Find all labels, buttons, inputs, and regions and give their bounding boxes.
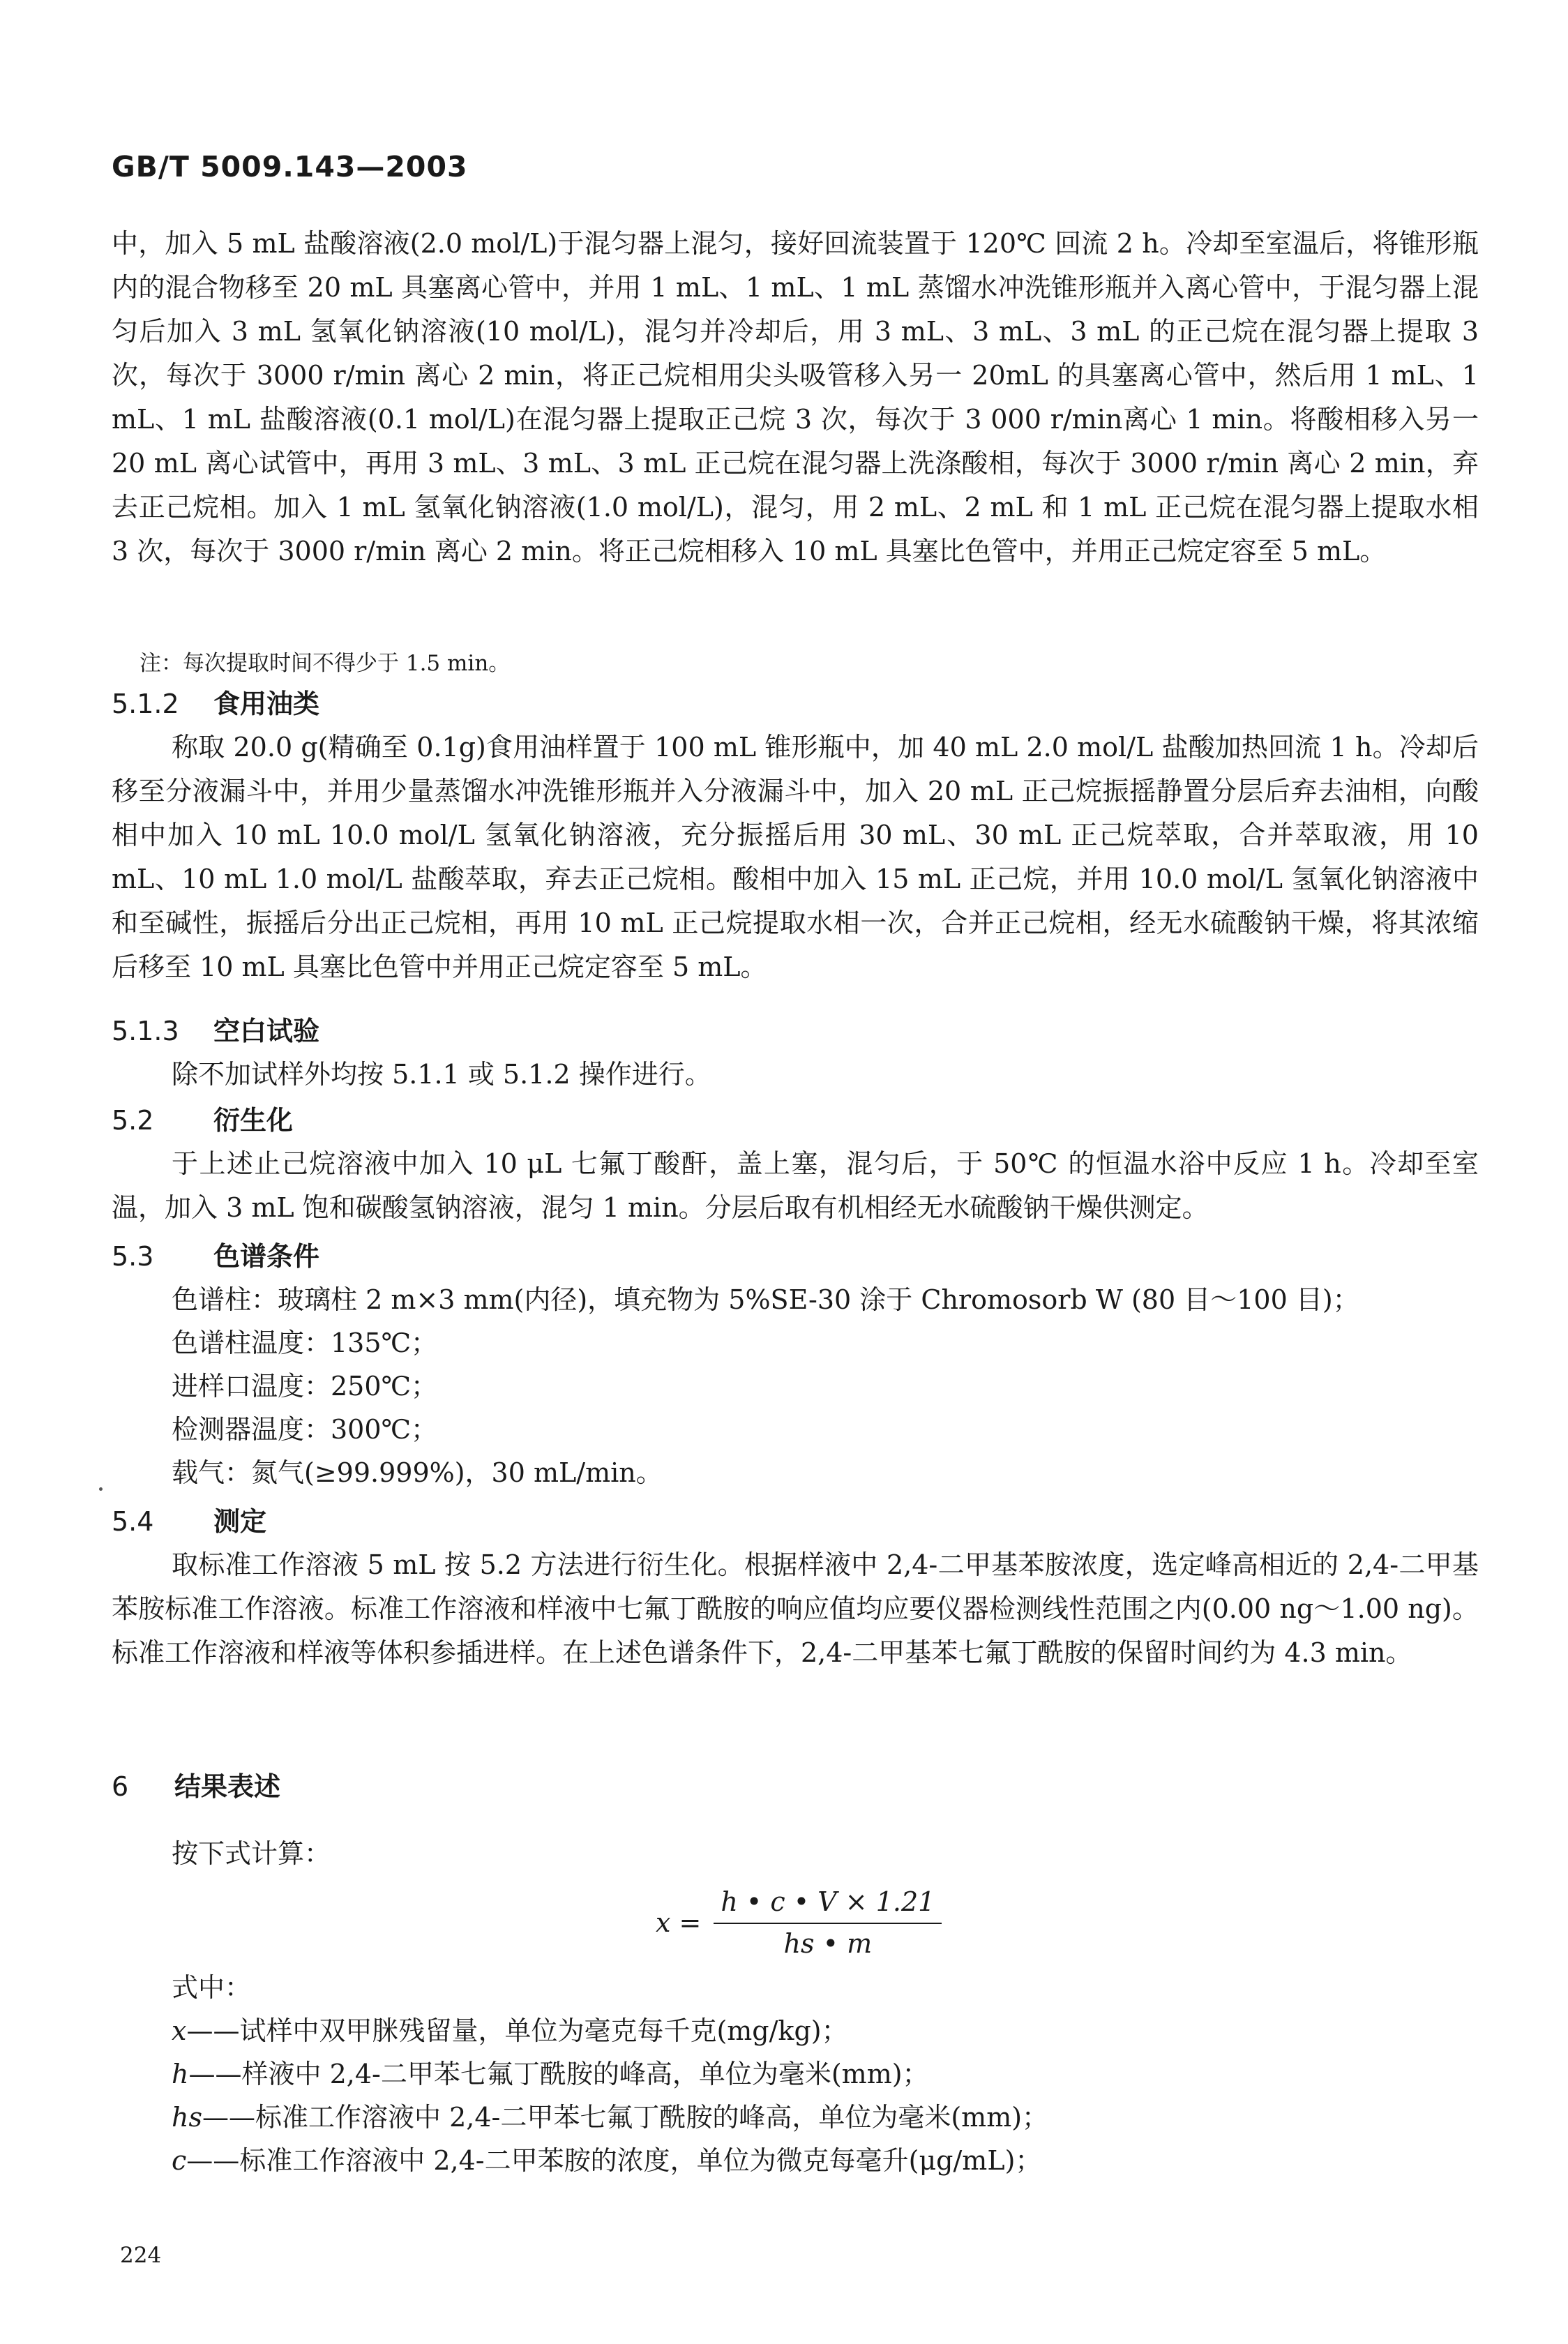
definition-line: [172, 2139, 1479, 2183]
section-title: 色谱条件: [213, 1241, 320, 1272]
note-text: 注：每次提取时间不得少于 1.5 min。: [140, 651, 511, 676]
formula-lhs: x =: [656, 1907, 702, 1938]
chromatography-condition-line: 载气：氮气(≥99.999%)，30 mL/min。: [172, 1457, 663, 1488]
formula-fraction: [714, 1884, 942, 1962]
calc-intro: 按下式计算：: [172, 1838, 331, 1869]
section-number: 5.2: [112, 1105, 154, 1136]
section-title: 测定: [213, 1506, 267, 1537]
section-body-5-4: 取标准工作溶液 5 mL 按 5.2 方法进行衍生化。根据样液中 2,4-二甲基苯胺浓度，选定峰高相近的 2,4-二甲基苯胺标准工作溶液。标准工作溶液和样液中七氟丁酰胺的响应值均应要仪器检测线性范围之内(0.00 ng～1.00 ng)。标准工作溶液和样液等体积参插进样。在上述色谱条件下，2,4-二甲基苯七氟丁酰胺的保留时间约为 4.3 min。: [112, 1549, 1479, 1668]
section-heading-5-1-3: [112, 1009, 1479, 1053]
intro-paragraph: 中，加入 5 mL 盐酸溶液(2.0 mol/L)于混匀器上混匀，接好回流装置于 120℃ 回流 2 h。冷却至室温后，将锥形瓶内的混合物移至 20 mL 具塞离心管中，并用 1 mL、1 mL、1 mL 蒸馏水冲洗锥形瓶并入离心管中，于混匀器上混匀后加入 3 mL 氢氧化钠溶液(10 mol/L)，混匀并冷却后，用 3 mL、3 mL、3 mL 的正己烷在混匀器上提取 3 次，每次于 3000 r/min 离心 2 min，将正己烷相用尖头吸管移入另一 20mL 的具塞离心管中，然后用 1 mL、1 mL、1 mL 盐酸溶液(0.1 mol/L)在混匀器上提取正己烷 3 次，每次于 3 000 r/min离心 1 min。将酸相移入另一 20 mL 离心试管中，再用 3 mL、3 mL、3 mL 正己烷在混匀器上洗涤酸相，每次于 3000 r/min 离心 2 min，弃去正己烷相。加入 1 mL 氢氧化钠溶液(1.0 mol/L)，混匀，用 2 mL、2 mL 和 1 mL 正己烷在混匀器上提取水相 3 次，每次于 3000 r/min 离心 2 min。将正己烷相移入 10 mL 具塞比色管中，并用正己烷定容至 5 mL。: [112, 228, 1479, 566]
formula-denominator: hs • m: [783, 1928, 873, 1959]
definition-text: ——标准工作溶液中 2,4-二甲苯七氟丁酰胺的峰高，单位为毫米(mm)；: [202, 2102, 1049, 2133]
section-number: 5.4: [112, 1506, 154, 1537]
section-body-5-1-3: 除不加试样外均按 5.1.1 或 5.1.2 操作进行。: [172, 1059, 711, 1090]
definition-symbol: hs: [172, 2102, 202, 2133]
definition-symbol: h: [172, 2059, 189, 2089]
definition-line: [172, 2096, 1479, 2140]
section-number: 5.1.2: [112, 689, 179, 719]
section-heading-5-4: [112, 1500, 1479, 1544]
definition-text: ——样液中 2,4-二甲苯七氟丁酰胺的峰高，单位为毫米(mm)；: [188, 2059, 929, 2089]
section-heading-5-1-2: [112, 682, 1479, 726]
definition-line: [172, 2052, 1479, 2096]
where-label: 式中：: [172, 1972, 252, 2003]
chromatography-condition-line: 进样口温度：250℃；: [172, 1371, 438, 1402]
section-title: 空白试验: [213, 1016, 320, 1046]
section-title: 食用油类: [213, 689, 320, 719]
section-heading-6: [112, 1765, 1479, 1809]
chromatography-condition-line: 色谱柱：玻璃柱 2 m×3 mm(内径)，填充物为 5%SE-30 涂于 Chromosorb W (80 目～100 目)；: [172, 1284, 1359, 1315]
page-number: 224: [120, 2243, 162, 2268]
scan-speck: [99, 1487, 103, 1491]
section-heading-5-3: [112, 1235, 1479, 1279]
chromatography-condition-line: 检测器温度：300℃；: [172, 1414, 438, 1445]
standard-code-header: GB/T 5009.143—2003: [112, 150, 468, 183]
chromatography-condition-line: 色谱柱温度：135℃；: [172, 1328, 438, 1358]
section-number: 6: [112, 1771, 129, 1802]
section-number: 5.1.3: [112, 1016, 179, 1046]
definition-line: [172, 2009, 1479, 2053]
definition-symbol: c: [172, 2145, 187, 2176]
section-title: 衍生化: [213, 1105, 294, 1136]
section-title: 结果表述: [174, 1771, 281, 1802]
definition-text: ——试样中双甲脒残留量，单位为毫克每千克(mg/kg)；: [186, 2015, 848, 2046]
section-body-5-2: 于上述止己烷溶液中加入 10 μL 七氟丁酸酐，盖上塞，混匀后，于 50℃ 的恒温水浴中反应 1 h。冷却至室温，加入 3 mL 饱和碳酸氢钠溶液，混匀 1 min。分层后取有机相经无水硫酸钠干燥供测定。: [112, 1148, 1479, 1223]
definition-symbol: x: [172, 2015, 187, 2046]
formula-numerator: h • c • V × 1.21: [714, 1884, 942, 1924]
section-number: 5.3: [112, 1241, 154, 1272]
definition-text: ——标准工作溶液中 2,4-二甲苯胺的浓度，单位为微克每毫升(μg/mL)；: [186, 2145, 1042, 2176]
result-formula: [656, 1884, 942, 1962]
section-heading-5-2: [112, 1099, 1479, 1143]
section-body-5-1-2: 称取 20.0 g(精确至 0.1g)食用油样置于 100 mL 锥形瓶中，加 40 mL 2.0 mol/L 盐酸加热回流 1 h。冷却后移至分液漏斗中，并用少量蒸馏水冲洗锥形瓶并入分液漏斗中，加入 20 mL 正己烷振摇静置分层后弃去油相，向酸相中加入 10 mL 10.0 mol/L 氢氧化钠溶液，充分振摇后用 30 mL、30 mL 正己烷萃取，合并萃取液，用 10 mL、10 mL 1.0 mol/L 盐酸萃取，弃去正己烷相。酸相中加入 15 mL 正己烷，并用 10.0 mol/L 氢氧化钠溶液中和至碱性，振摇后分出正己烷相，再用 10 mL 正己烷提取水相一次，合并正己烷相，经无水硫酸钠干燥，将其浓缩后移至 10 mL 具塞比色管中并用正己烷定容至 5 mL。: [112, 732, 1479, 982]
